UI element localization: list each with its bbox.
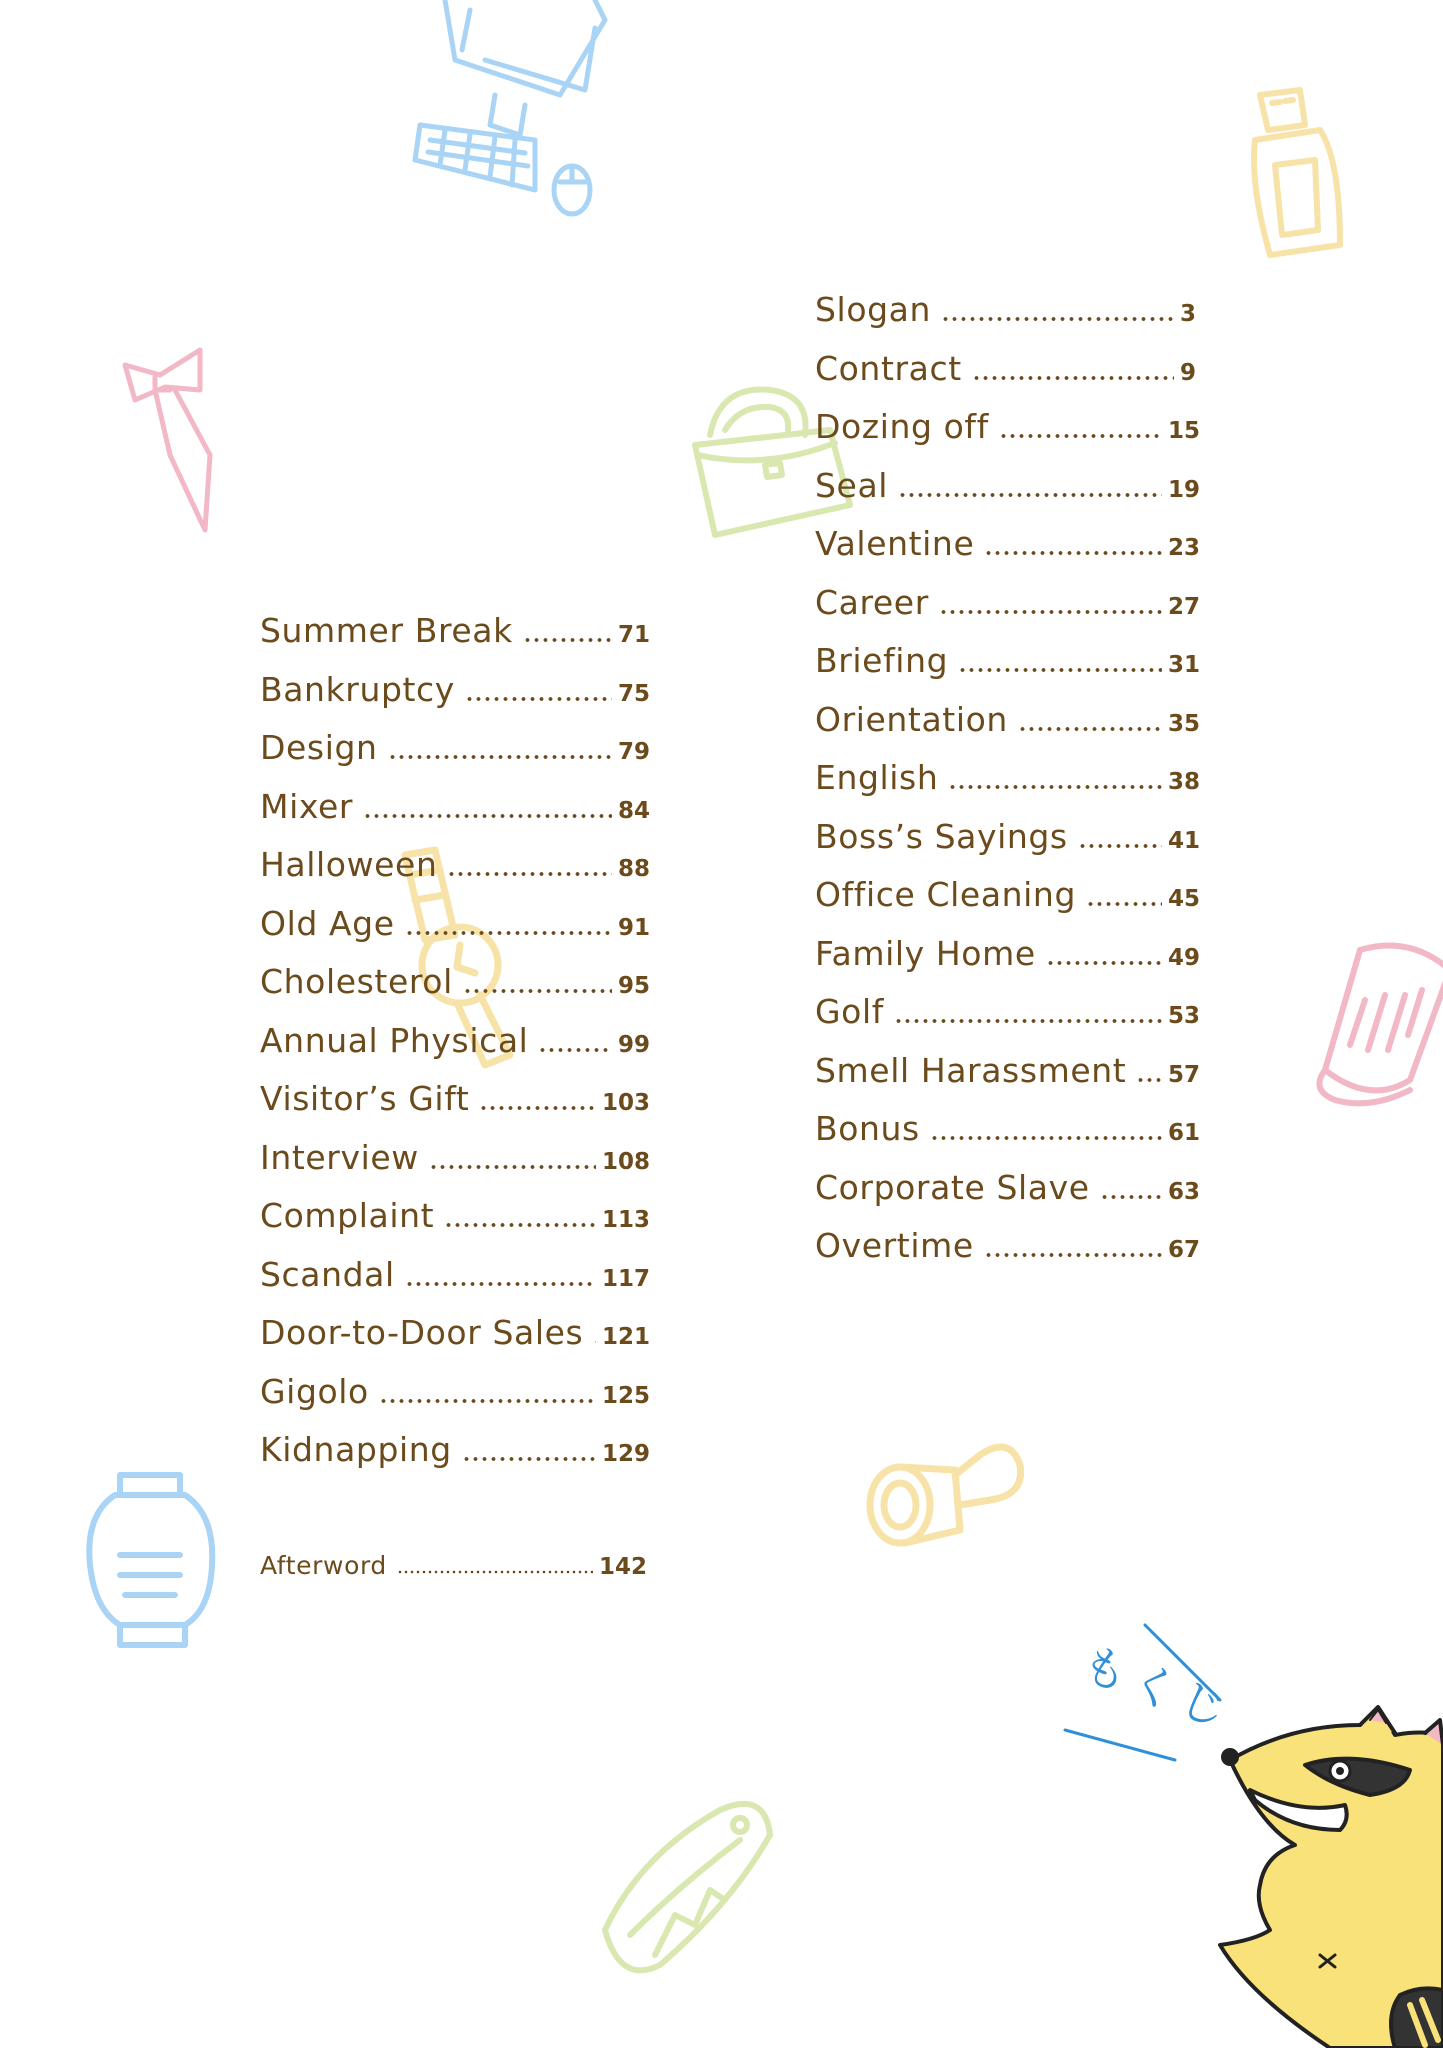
toc-entry[interactable]	[815, 1168, 1200, 1208]
toc-entry-title: Mixer	[260, 786, 354, 826]
toc-entry[interactable]	[815, 1051, 1200, 1091]
toc-entry-page: 31	[1167, 652, 1200, 678]
toc-entry[interactable]	[815, 466, 1200, 506]
toc-leader-dots	[465, 697, 612, 701]
toc-entry-title: Summer Break	[260, 611, 513, 650]
toc-entry[interactable]	[260, 962, 650, 1002]
toc-leader-dots	[941, 317, 1174, 321]
toc-entry-page: 79	[617, 739, 650, 765]
toc-leader-dots	[958, 668, 1162, 672]
toc-entry[interactable]	[260, 728, 650, 768]
toc-entry[interactable]	[815, 1226, 1200, 1266]
hanko-stamp-icon	[860, 1425, 1030, 1555]
toc-entry[interactable]	[815, 583, 1200, 623]
toc-entry-title: Old Age	[260, 903, 395, 943]
toc-entry[interactable]	[260, 787, 650, 827]
toc-entry-page: 15	[1167, 418, 1200, 444]
toc-entry-title: Halloween	[260, 845, 438, 884]
toc-leader-dots	[523, 638, 612, 642]
toc-entry-title: Cholesterol	[260, 962, 453, 1001]
toc-entry[interactable]	[260, 1255, 650, 1295]
toc-leader-dots	[894, 1019, 1162, 1023]
toc-entry[interactable]	[260, 670, 650, 710]
toc-entry[interactable]	[815, 934, 1200, 974]
toc-entry-page: 91	[617, 914, 650, 941]
toc-entry-page: 27	[1167, 593, 1200, 620]
toc-entry-page: 117	[601, 1265, 650, 1292]
toc-entry-title: English	[815, 758, 939, 797]
toc-entry-page: 9	[1180, 359, 1197, 386]
toc-entry-title: Career	[815, 582, 929, 622]
toc-leader-dots	[1086, 902, 1162, 906]
toc-left-column	[260, 611, 650, 1611]
toc-entry-page: 142	[598, 1554, 647, 1580]
toc-leader-dots	[538, 1048, 612, 1052]
toc-leader-dots	[444, 1223, 596, 1227]
toc-entry-page: 3	[1180, 301, 1197, 327]
toc-leader-dots	[379, 1399, 596, 1403]
toc-entry-page: 38	[1167, 769, 1200, 795]
toc-entry-page: 71	[617, 622, 650, 648]
toc-entry-page: 84	[617, 797, 650, 824]
toc-entry-page: 53	[1167, 1003, 1200, 1029]
toc-entry[interactable]	[260, 1079, 650, 1119]
toc-entry-title: Complaint	[260, 1196, 435, 1235]
toc-leader-dots	[593, 1340, 596, 1344]
toc-entry-title: Smell Harassment	[815, 1050, 1127, 1090]
toc-entry-title: Bonus	[815, 1109, 920, 1148]
toc-entry[interactable]	[815, 290, 1200, 330]
toc-entry-title: Corporate Slave	[815, 1167, 1090, 1207]
toc-entry-title: Gigolo	[260, 1371, 369, 1411]
toc-entry-title: Design	[260, 728, 378, 767]
toc-entry-title: Golf	[815, 992, 884, 1031]
toc-entry-title: Door-to-Door Sales	[260, 1313, 584, 1352]
toc-leader-dots	[930, 1136, 1162, 1140]
toc-entry-title: Seal	[815, 465, 889, 505]
toc-entry[interactable]	[260, 1021, 650, 1061]
toc-leader-dots	[405, 1282, 596, 1286]
toc-entry-title: Kidnapping	[260, 1430, 452, 1469]
toc-entry-page: 45	[1167, 886, 1200, 912]
toc-entry[interactable]	[260, 1138, 650, 1178]
toc-entry-title: Briefing	[815, 641, 949, 680]
toc-leader-dots	[1100, 1195, 1162, 1199]
toc-leader-dots	[898, 493, 1162, 497]
toc-entry-title: Annual Physical	[260, 1020, 529, 1060]
stapler-icon	[600, 1795, 780, 1985]
toc-entry[interactable]	[815, 641, 1200, 681]
toc-leader-dots	[388, 755, 612, 759]
toc-entry-title: Orientation	[815, 699, 1008, 739]
toc-entry[interactable]	[815, 407, 1200, 447]
raccoon-dog-mascot	[1210, 1705, 1443, 2048]
toc-entry-page: 67	[1167, 1237, 1200, 1263]
toc-entry-page: 95	[617, 973, 650, 999]
toc-entry-page: 57	[1167, 1061, 1200, 1088]
toc-entry-title: Dozing off	[815, 407, 989, 446]
toc-entry[interactable]	[815, 817, 1200, 857]
toc-entry-page: 49	[1167, 944, 1200, 971]
toc-leader-dots	[984, 551, 1162, 555]
lantern-icon	[85, 1470, 220, 1650]
toc-entry-page: 99	[617, 1031, 650, 1058]
toc-leader-dots	[999, 434, 1162, 438]
toc-leader-dots	[405, 931, 612, 935]
toc-leader-dots	[447, 872, 612, 876]
toc-leader-dots	[479, 1106, 596, 1110]
toc-entry-title: Slogan	[815, 290, 931, 329]
toc-entry[interactable]	[815, 700, 1200, 740]
toc-leader-dots	[397, 1570, 593, 1574]
toc-entry[interactable]	[815, 758, 1200, 798]
toc-right-column	[815, 290, 1200, 1280]
toc-entry-page: 88	[617, 856, 650, 882]
toc-entry[interactable]	[260, 845, 650, 885]
toc-leader-dots	[984, 1253, 1162, 1257]
toc-leader-dots	[463, 989, 612, 993]
toc-entry[interactable]	[260, 611, 650, 651]
toc-leader-dots	[939, 610, 1162, 614]
computer-icon	[400, 0, 620, 220]
toc-leader-dots	[363, 814, 612, 818]
toc-leader-dots	[1078, 844, 1162, 848]
toc-entry-page: 61	[1167, 1120, 1200, 1146]
toc-entry[interactable]	[815, 875, 1200, 915]
toc-entry-page: 41	[1167, 827, 1200, 854]
paper-cup-icon	[1310, 940, 1443, 1110]
toc-leader-dots	[948, 785, 1162, 789]
toc-entry[interactable]	[260, 1430, 650, 1470]
toc-entry-title: Afterword	[260, 1551, 387, 1580]
toc-leader-dots	[1018, 727, 1162, 731]
toc-entry-page: 103	[601, 1090, 650, 1116]
toc-entry-page: 63	[1167, 1178, 1200, 1205]
toc-entry-page: 121	[601, 1324, 650, 1350]
toc-entry-title: Boss’s Sayings	[815, 816, 1068, 856]
toc-entry[interactable]	[260, 904, 650, 944]
toc-entry-page: 125	[601, 1382, 650, 1409]
toc-entry-title: Visitor’s Gift	[260, 1079, 470, 1118]
toc-entry[interactable]	[815, 524, 1200, 564]
toc-entry-page: 23	[1167, 535, 1200, 561]
toc-leader-dots	[1046, 961, 1162, 965]
toc-entry-page: 35	[1167, 710, 1200, 737]
toc-entry-title: Overtime	[815, 1226, 974, 1265]
toc-leader-dots	[1136, 1078, 1162, 1082]
toc-leader-dots	[462, 1457, 596, 1461]
toc-entry-title: Office Cleaning	[815, 875, 1076, 914]
toc-entry-page: 113	[601, 1207, 650, 1233]
toc-entry-title: Valentine	[815, 524, 975, 563]
toc-entry-page: 129	[601, 1441, 650, 1467]
toc-entry[interactable]	[815, 1109, 1200, 1149]
necktie-icon	[115, 345, 225, 535]
toc-entry-page: 75	[617, 680, 650, 707]
toc-entry[interactable]	[260, 1196, 650, 1236]
toc-entry-title: Bankruptcy	[260, 669, 455, 709]
toc-entry-afterword[interactable]	[260, 1551, 647, 1591]
toc-entry-title: Contract	[815, 348, 962, 388]
usb-drive-icon	[1240, 85, 1360, 265]
toc-entry-page: 19	[1167, 476, 1200, 503]
toc-entry[interactable]	[815, 992, 1200, 1032]
toc-entry-title: Scandal	[260, 1254, 395, 1294]
toc-entry[interactable]	[815, 349, 1200, 389]
toc-entry-title: Interview	[260, 1137, 419, 1177]
toc-entry-page: 108	[601, 1148, 650, 1175]
toc-leader-dots	[972, 376, 1174, 380]
toc-entry[interactable]	[260, 1313, 650, 1353]
toc-leader-dots	[429, 1165, 596, 1169]
toc-entry[interactable]	[260, 1372, 650, 1412]
toc-entry-title: Family Home	[815, 933, 1036, 973]
mokuji-label: もくじ	[1074, 1635, 1240, 1740]
